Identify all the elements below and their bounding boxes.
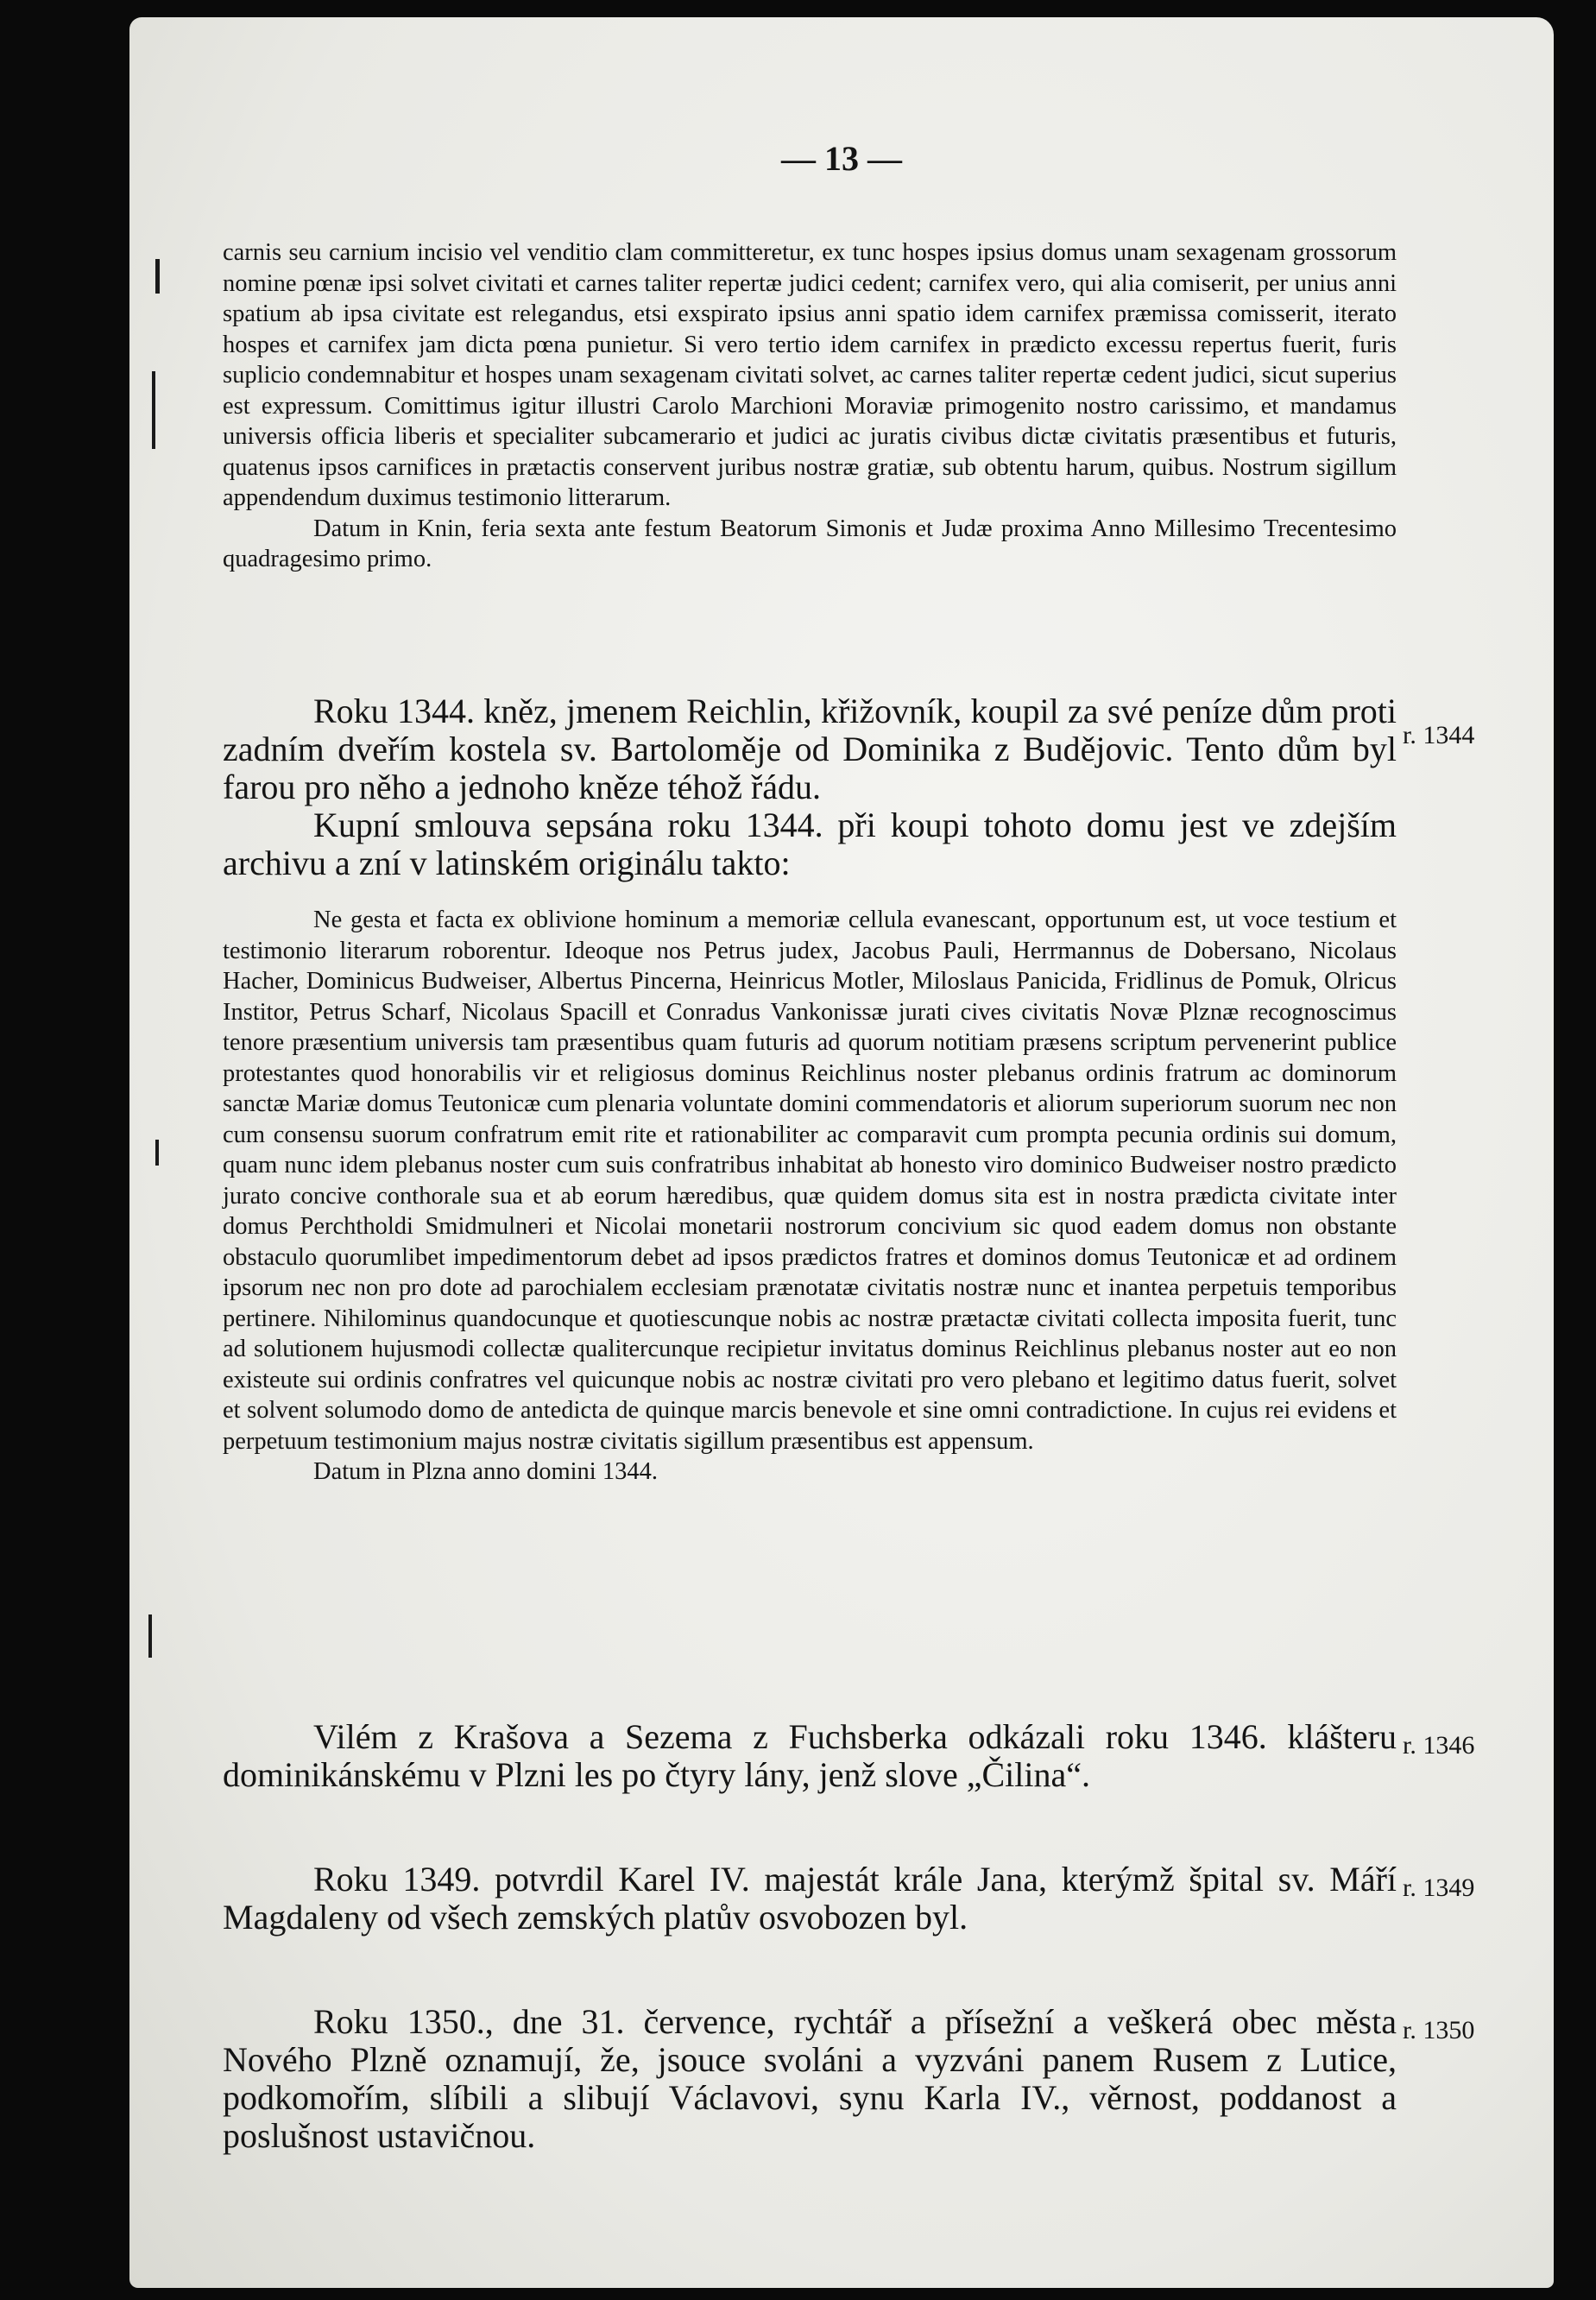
czech-entry-1349-text: Roku 1349. potvrdil Karel IV. majestát krále Jana, kterýmž špital sv. Máří Magdaleny od všech zemských platův osvobozen byl.: [223, 1860, 1397, 1937]
latin-charter-1-datum: Datum in Knin, feria sexta ante festum Beatorum Simonis et Judæ proxima Anno Millesimo Trecentesimo quadragesimo primo.: [223, 515, 1397, 572]
page-number: — 13 —: [781, 139, 902, 178]
latin-charter-1-text: carnis seu carnium incisio vel venditio clam committeretur, ex tunc hospes ipsius domus unam sexagenam grossorum nomine pœnæ ipsi solvet civitati et carnes taliter repertæ judici cedent; carnifex vero, qui alia comiserit, per unius anni spatium ab ipsa civitate est relegandus, etsi exspirato ipsius anni spatio idem carnifex præmissa comisserit, iterato hospes et carnifex jam dicta pœna punietur. Si vero tertio idem carnifex in prædicto excessu repertus fuerit, furis suplicio condemnabitur et hospes unam sexagenam civitati solvet, ac carnes taliter repertæ cedent judici, sicut superius est expressum. Comittimus igitur illustri Carolo Marchioni Moraviæ primogenito nostro carissimo, et mandamus universis officia liberis et specialiter subcamerario et judici ac juratis civibus dictæ civitatis præsentibus et futuris, quatenus ipsos carnifices in prætactis conservent juribus nostræ gratiæ, sub obtentu harum, quibus. Nostrum sigillum appendendum duximus testimonio litterarum.: [223, 239, 1397, 511]
latin-charter-1: [223, 237, 1397, 575]
margin-note-1350: r. 1350: [1403, 2016, 1475, 2044]
czech-entry-1344: [223, 692, 1397, 882]
binding-mark: [152, 371, 155, 449]
latin-charter-2-datum: Datum in Plzna anno domini 1344.: [313, 1458, 658, 1485]
margin-note-1349: r. 1349: [1403, 1873, 1475, 1902]
czech-entry-1350: [223, 2003, 1397, 2155]
czech-entry-1344-text: Roku 1344. kněz, jmenem Reichlin, křižovník, koupil za své peníze dům proti zadním dveřím kostela sv. Bartoloměje od Dominika z Budějovic. Tento dům byl farou pro něho a jednoho kněze téhož řádu.: [223, 692, 1397, 806]
book-page: [129, 17, 1554, 2288]
binding-mark: [148, 1614, 152, 1658]
margin-note-1346: r. 1346: [1403, 1731, 1475, 1760]
czech-entry-1349: [223, 1861, 1397, 1937]
czech-entry-1346: [223, 1718, 1397, 1794]
latin-charter-2: [223, 905, 1397, 1488]
binding-mark: [155, 259, 160, 294]
czech-entry-1344-contract: Kupní smlouva sepsána roku 1344. při koupi tohoto domu jest ve zdejším archivu a zní v latinském originálu takto:: [223, 806, 1397, 882]
margin-note-1344: r. 1344: [1403, 721, 1475, 749]
binding-mark: [155, 1140, 159, 1166]
czech-entry-1350-text: Roku 1350., dne 31. července, rychtář a přísežní a veškerá obec města Nového Plzně oznamují, že, jsouce svoláni a vyzváni panem Rusem z Lutice, podkomořím, slíbili a slibují Václavovi, synu Karla IV., věrnost, poddanost a poslušnost ustavičnou.: [223, 2002, 1397, 2155]
czech-entry-1346-text: Vilém z Krašova a Sezema z Fuchsberka odkázali roku 1346. klášteru dominikánskému v Plzni les po čtyry lány, jenž slove „Čilina“.: [223, 1717, 1397, 1794]
latin-charter-2-text: Ne gesta et facta ex oblivione hominum a memoriæ cellula evanescant, opportunum est, ut voce testium et testimonio literarum roborentur. Ideoque nos Petrus judex, Jacobus Pauli, Herrmannus de Dobersano, Nicolaus Hacher, Dominicus Budweiser, Albertus Pincerna, Heinricus Motler, Miloslaus Panicida, Fridlinus de Pomuk, Olricus Institor, Petrus Scharf, Nicolaus Spacill et Conradus Vankonissæ jurati cives civitatis Novæ Plznæ recognoscimus tenore præsentium universis tam præsentibus quam futuris ad quorum notitiam præsens scriptum pervenerint publice protestantes quod honorabilis vir et religiosus dominus Reichlinus noster plebanus ordinis fratrum ac dominorum sanctæ Mariæ domus Teutonicæ cum plenaria voluntate domini commendatoris et aliorum superiorum suorum nec non cum consensu suorum confratrum emit rite et rationabiliter ac comparavit cum prompta pecunia ordinis sui domum, quam nunc idem plebanus noster cum suis confratribus inhabitat ab honesto viro dominico Budweiser nostro prædicto jurato concive conthorale sua et ab eorum hæredibus, quæ quidem domus sita est in nostra prædicta civitate inter domus Perchtholdi Smidmulneri et Nicolai monetarii nostrorum concivium sic quod eadem domus non obstante obstaculo quorumlibet impedimentorum debet ad ipsos prædictos fratres et dominos domus Teutonicæ et ad ordinem ipsorum nec non pro dote ad parochialem ecclesiam prænotatæ civitatis nostræ nunc et inantea perpetuis temporibus pertinere. Nihilominus quandocunque et quotiescunque nobis ac nostræ prætactæ civitati collecta imposita fuerit, tunc ad solutionem hujusmodi collectæ qualitercunque recipietur invitatus dominus Reichlinus plebanus noster aut eo non existeute sui ordinis confratres vel quicunque nobis ac nostræ civitati pro vero plebano et legitimo datus fuerit, solvet et solvent solumodo domo de antedicta de quinque marcis benevole et sine omni contradictione. In cujus rei evidens et perpetuum testimonium majus nostræ civitatis sigillum præsentibus est appensum.: [223, 907, 1397, 1455]
